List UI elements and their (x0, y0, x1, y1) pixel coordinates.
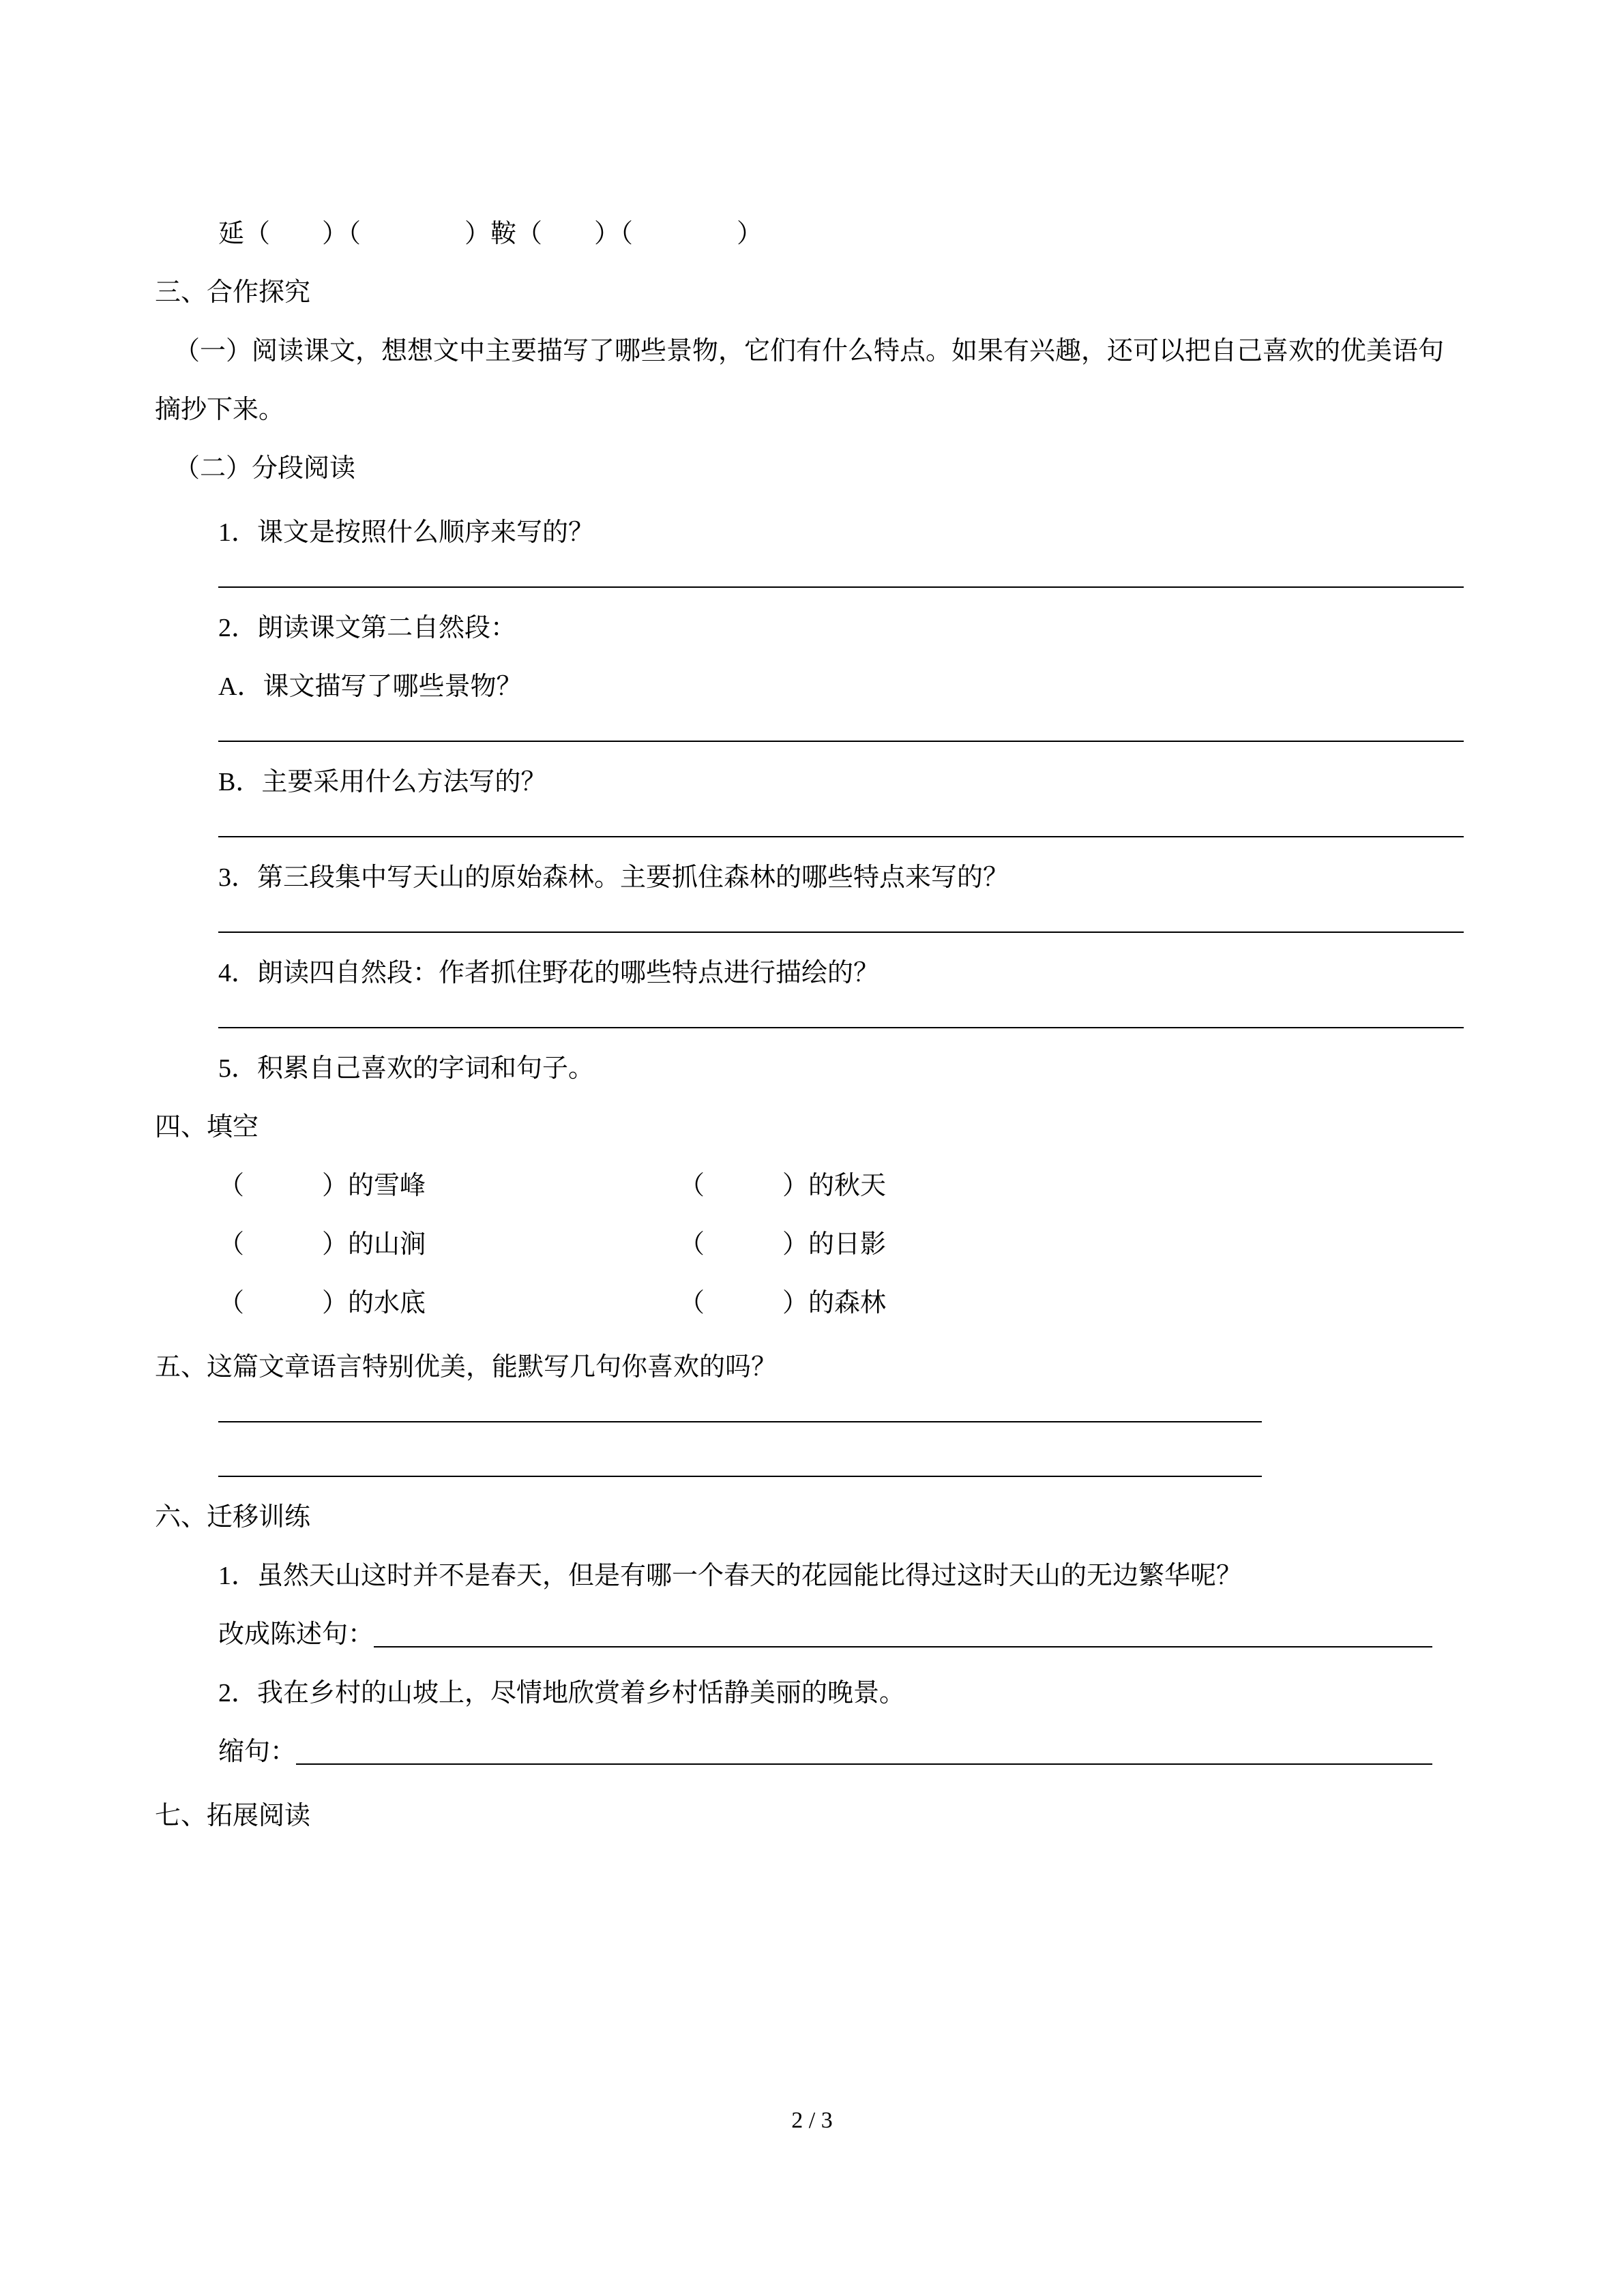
shorten-sentence-label: 缩句： (218, 1738, 297, 1766)
answer-line (218, 741, 1464, 742)
fill-blank: （ ）的日影 (679, 1230, 887, 1259)
section3-title: 三、合作探究 (155, 278, 311, 307)
fill-blank: （ ）的秋天 (679, 1172, 887, 1200)
answer-line (296, 1723, 1432, 1765)
question-2a: A．课文描写了哪些景物？ (218, 672, 522, 701)
section7-title: 七、拓展阅读 (155, 1802, 311, 1830)
section5-title: 五、这篇文章语言特别优美，能默写几句你喜欢的吗？ (155, 1353, 778, 1382)
fill-blank: （ ）的山涧 (218, 1230, 426, 1259)
section4-title: 四、填空 (155, 1113, 259, 1142)
answer-line (218, 1027, 1464, 1028)
section6-question-1: 1．虽然天山这时并不是春天，但是有哪一个春天的花园能比得过这时天山的无边繁华呢？ (218, 1562, 1243, 1590)
question-1: 1．课文是按照什么顺序来写的？ (218, 518, 595, 547)
shorten-sentence-row (218, 1723, 1464, 1781)
question-3: 3．第三段集中写天山的原始森林。主要抓住森林的哪些特点来写的？ (218, 863, 1009, 892)
rewrite-sentence-label: 改成陈述句： (218, 1620, 374, 1649)
fill-blank-row (218, 1157, 1464, 1215)
answer-line (218, 931, 1464, 933)
section6-title: 六、迁移训练 (155, 1503, 311, 1532)
section6-question-2: 2．我在乡村的山坡上，尽情地欣赏着乡村恬静美丽的晚景。 (218, 1679, 906, 1708)
section3-paragraph-1: （一）阅读课文，想想文中主要描写了哪些景物，它们有什么特点。如果有兴趣，还可以把自己喜欢的优美语句摘抄下来。 (155, 337, 1445, 424)
page-number: 2 / 3 (791, 2108, 833, 2133)
answer-line (218, 1421, 1262, 1422)
answer-line (218, 836, 1464, 837)
fill-blank-row (218, 1274, 1464, 1332)
question-5: 5．积累自己喜欢的字词和句子。 (218, 1054, 595, 1083)
question-2: 2．朗读课文第二自然段： (218, 614, 517, 642)
fill-blank-row (218, 1215, 1464, 1274)
answer-line (218, 586, 1464, 588)
question-4: 4．朗读四自然段：作者抓住野花的哪些特点进行描绘的？ (218, 959, 880, 987)
rewrite-sentence-row (218, 1605, 1464, 1664)
fill-blank: （ ）的森林 (679, 1289, 887, 1317)
fill-blank: （ ）的雪峰 (218, 1172, 426, 1200)
question-2b: B．主要采用什么方法写的？ (218, 768, 547, 796)
answer-line (374, 1605, 1432, 1648)
word-fill-line: 延（ ）（ ）鞍（ ）（ ） (218, 220, 763, 248)
answer-line (218, 1476, 1262, 1477)
section3-paragraph-2: （二）分段阅读 (174, 454, 356, 483)
fill-blank: （ ）的水底 (218, 1289, 426, 1317)
